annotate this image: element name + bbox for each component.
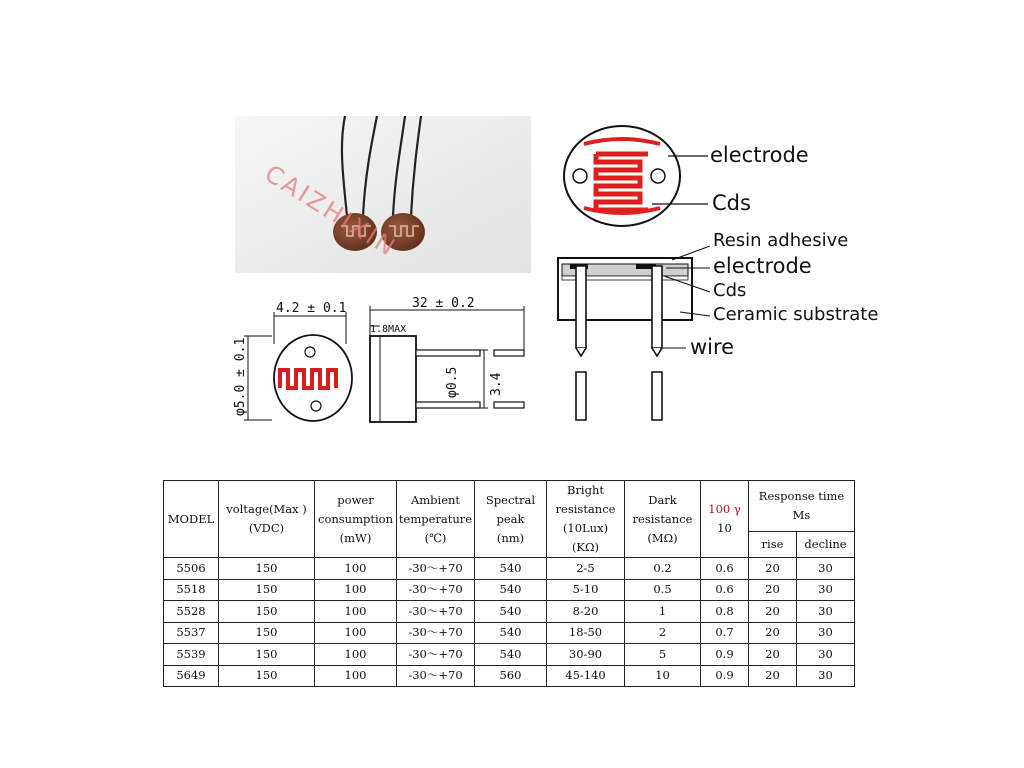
cell-dark: 10: [625, 665, 701, 687]
dim-thickness-text: 1.8MAX: [370, 324, 407, 335]
cell-rise: 20: [749, 601, 797, 623]
cell-bright: 5-10: [547, 579, 625, 601]
dim-wire-text: φ0.5: [445, 366, 460, 398]
cell-model: 5518: [164, 579, 219, 601]
cell-model: 5539: [164, 644, 219, 666]
cell-voltage: 150: [219, 644, 315, 666]
cell-power: 100: [315, 622, 397, 644]
cell-bright: 2-5: [547, 558, 625, 580]
cell-rise: 20: [749, 644, 797, 666]
cell-power: 100: [315, 579, 397, 601]
cell-dark: 2: [625, 622, 701, 644]
cell-ambient: -30～+70: [397, 665, 475, 687]
label-electrode-top: electrode: [710, 143, 809, 167]
cell-rise: 20: [749, 622, 797, 644]
cell-rise: 20: [749, 558, 797, 580]
cell-ambient: -30～+70: [397, 579, 475, 601]
photo-watermark: CAIZHIXIN: [259, 159, 403, 263]
cell-spectral: 540: [475, 558, 547, 580]
label-electrode-side: electrode: [713, 254, 812, 278]
cell-power: 100: [315, 665, 397, 687]
cell-dark: 0.2: [625, 558, 701, 580]
cell-bright: 8-20: [547, 601, 625, 623]
cell-ambient: -30～+70: [397, 558, 475, 580]
table-row: [164, 601, 855, 623]
cell-dark: 5: [625, 644, 701, 666]
cell-bright: 18-50: [547, 622, 625, 644]
cell-ambient: -30～+70: [397, 601, 475, 623]
cell-decline: 30: [797, 644, 855, 666]
hdr-dark: Dark resistance (MΩ): [625, 481, 701, 558]
spec-table-body: [164, 558, 855, 687]
cell-gamma: 0.9: [701, 644, 749, 666]
hdr-rise: rise: [749, 531, 797, 557]
cell-rise: 20: [749, 579, 797, 601]
spec-table: [163, 480, 855, 687]
cell-model: 5649: [164, 665, 219, 687]
hdr-decline: decline: [797, 531, 855, 557]
wire-right: [652, 266, 662, 420]
cell-voltage: 150: [219, 622, 315, 644]
cell-gamma: 0.6: [701, 579, 749, 601]
label-wire: wire: [690, 335, 735, 359]
dim-side-body: [370, 336, 416, 422]
cell-spectral: 540: [475, 644, 547, 666]
hdr-voltage: voltage(Max ) (VDC): [219, 481, 315, 558]
cell-ambient: -30～+70: [397, 622, 475, 644]
hdr-power: power consumption (mW): [315, 481, 397, 558]
cell-gamma: 0.9: [701, 665, 749, 687]
cell-voltage: 150: [219, 579, 315, 601]
dim-width-text: 4.2 ± 0.1: [276, 301, 347, 316]
dim-diameter-text: φ5.0 ± 0.1: [233, 337, 248, 416]
cell-decline: 30: [797, 601, 855, 623]
dimension-drawing: [232, 292, 532, 438]
cell-voltage: 150: [219, 665, 315, 687]
cell-power: 100: [315, 644, 397, 666]
cross-section-diagram: [556, 230, 879, 426]
hdr-ambient: Ambient temperature (℃): [397, 481, 475, 558]
cell-spectral: 560: [475, 665, 547, 687]
cell-decline: 30: [797, 579, 855, 601]
cell-spectral: 540: [475, 579, 547, 601]
table-row: [164, 579, 855, 601]
hdr-model: MODEL: [164, 481, 219, 558]
cell-bright: 45-140: [547, 665, 625, 687]
table-row: [164, 665, 855, 687]
cell-ambient: -30～+70: [397, 644, 475, 666]
table-row: [164, 622, 855, 644]
mount-hole-right: [651, 169, 665, 183]
label-cds-side: Cds: [713, 280, 747, 301]
hdr-bright: Bright resistance (10Lux) (KΩ): [547, 481, 625, 558]
cell-model: 5528: [164, 601, 219, 623]
label-resin: Resin adhesive: [713, 230, 849, 251]
mount-hole-left: [573, 169, 587, 183]
electrode-diagram: [556, 124, 886, 234]
cell-bright: 30-90: [547, 644, 625, 666]
cell-gamma: 0.6: [701, 558, 749, 580]
cell-model: 5506: [164, 558, 219, 580]
cell-voltage: 150: [219, 558, 315, 580]
product-photo: [235, 116, 531, 273]
cell-dark: 1: [625, 601, 701, 623]
cell-power: 100: [315, 558, 397, 580]
hdr-response: Response time Ms: [749, 481, 855, 532]
table-row: [164, 558, 855, 580]
cell-spectral: 540: [475, 601, 547, 623]
hdr-spectral: Spectral peak (nm): [475, 481, 547, 558]
cell-voltage: 150: [219, 601, 315, 623]
cell-decline: 30: [797, 665, 855, 687]
cell-decline: 30: [797, 622, 855, 644]
dim-pitch-text: 3.4: [489, 372, 504, 396]
cell-power: 100: [315, 601, 397, 623]
cell-decline: 30: [797, 558, 855, 580]
table-row: [164, 644, 855, 666]
cell-model: 5537: [164, 622, 219, 644]
wire-left: [576, 266, 586, 420]
dim-side-leads: [416, 350, 524, 408]
cell-gamma: 0.8: [701, 601, 749, 623]
cell-spectral: 540: [475, 622, 547, 644]
cell-gamma: 0.7: [701, 622, 749, 644]
hdr-gamma: 100 γ 10: [701, 481, 749, 558]
label-cds-top: Cds: [712, 191, 751, 215]
cell-rise: 20: [749, 665, 797, 687]
dim-length-text: 32 ± 0.2: [412, 296, 475, 311]
label-ceramic: Ceramic substrate: [713, 304, 879, 325]
cell-dark: 0.5: [625, 579, 701, 601]
